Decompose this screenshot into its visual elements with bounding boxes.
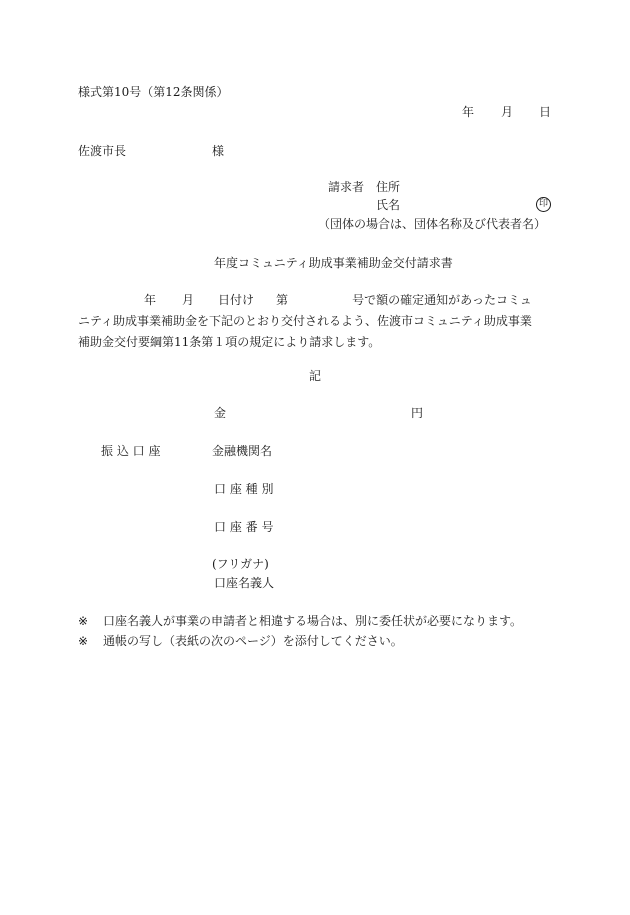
bank-section-label: 振 込 口 座 bbox=[101, 444, 161, 458]
body-number-prefix: 第 bbox=[276, 293, 289, 307]
bank-account-type-label: 口 座 種 別 bbox=[214, 482, 274, 496]
requester-address-label: 住所 bbox=[376, 180, 401, 194]
seal-mark: 印 bbox=[536, 197, 551, 212]
body-dated: 日付け bbox=[218, 293, 255, 307]
note-1-mark: ※ bbox=[78, 614, 89, 628]
bank-holder-label: 口座名義人 bbox=[214, 576, 275, 590]
form-id: 様式第10号（第12条関係） bbox=[78, 85, 229, 99]
addressee-name: 佐渡市長 bbox=[78, 144, 127, 158]
body-line-1 bbox=[78, 290, 553, 311]
addressee-honorific: 様 bbox=[212, 144, 225, 158]
request-body bbox=[78, 290, 553, 353]
date-month: 月 bbox=[501, 105, 514, 119]
body-month: 月 bbox=[182, 293, 195, 307]
date-year: 年 bbox=[462, 105, 475, 119]
bank-institution-label: 金融機関名 bbox=[212, 444, 273, 458]
requester-label: 請求者 bbox=[328, 180, 365, 194]
note-2-mark: ※ bbox=[78, 634, 89, 648]
bank-furigana-label: (フリガナ) bbox=[212, 557, 269, 571]
requester-note: （団体の場合は、団体名称及び代表者名） bbox=[318, 217, 547, 231]
body-line-3: 補助金交付要綱第11条第１項の規定により請求します。 bbox=[78, 335, 381, 349]
bank-account-number-label: 口 座 番 号 bbox=[214, 520, 274, 534]
requester-name-label: 氏名 bbox=[376, 198, 401, 212]
body-line-2: ニティ助成事業補助金を下記のとおり交付されるよう、佐渡市コミュニティ助成事業 bbox=[78, 314, 532, 328]
date-day: 日 bbox=[539, 105, 552, 119]
amount-label: 金 bbox=[214, 406, 227, 420]
amount-unit: 円 bbox=[411, 406, 424, 420]
body-year: 年 bbox=[144, 293, 157, 307]
document-title: 年度コミュニティ助成事業補助金交付請求書 bbox=[214, 256, 453, 270]
note-2-text: 通帳の写し（表紙の次のページ）を添付してください。 bbox=[103, 634, 403, 648]
body-line-1-rest: 号で額の確定通知があったコミュ bbox=[352, 293, 532, 307]
ki-heading: 記 bbox=[309, 369, 322, 383]
note-1-text: 口座名義人が事業の申請者と相違する場合は、別に委任状が必要になります。 bbox=[103, 614, 523, 628]
